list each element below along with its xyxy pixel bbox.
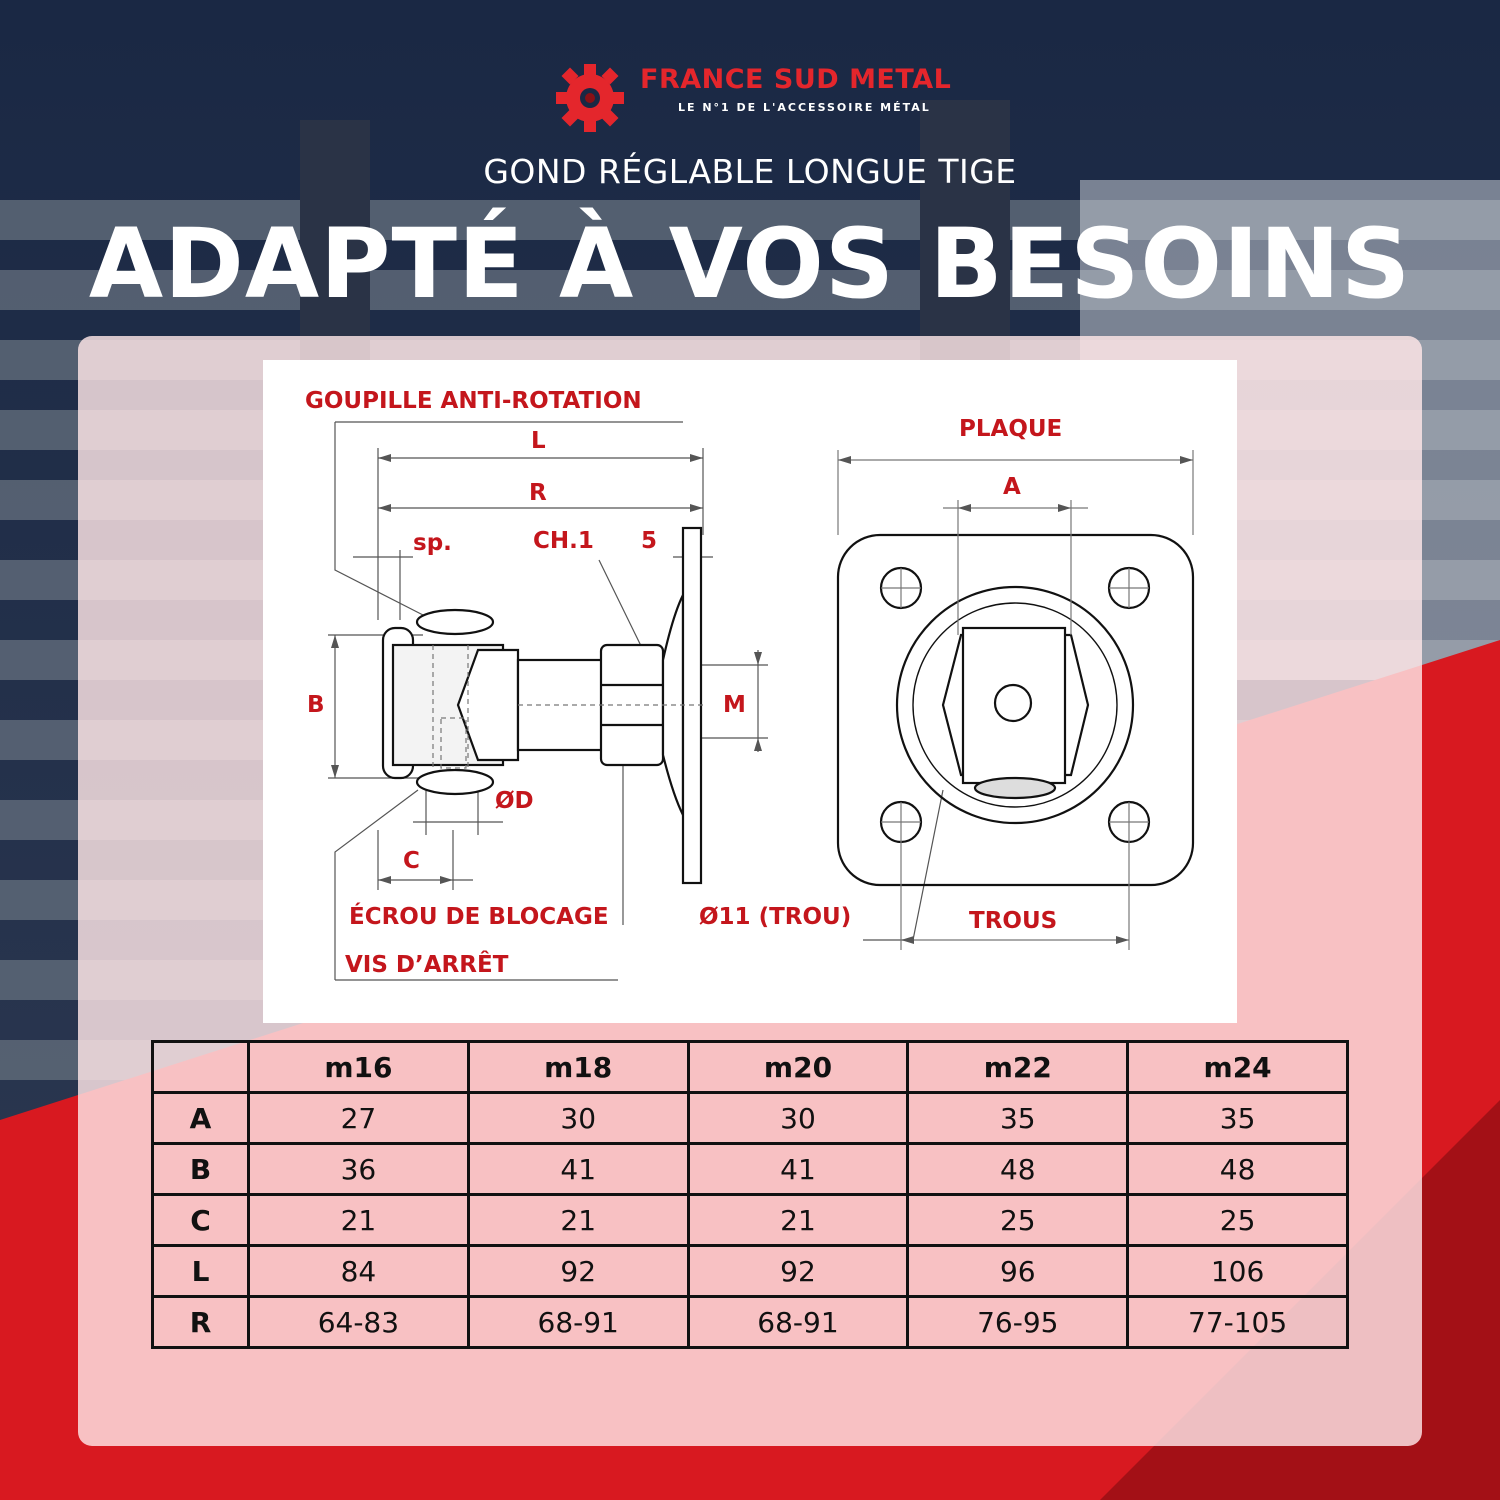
table-cell: 48: [908, 1144, 1128, 1195]
label-goupille: GOUPILLE ANTI-ROTATION: [305, 388, 642, 414]
row-header: L: [153, 1246, 249, 1297]
column-header: m18: [468, 1042, 688, 1093]
dimensions-table: [151, 1040, 1349, 1349]
table-cell: 96: [908, 1246, 1128, 1297]
row-header: R: [153, 1297, 249, 1348]
column-header: m20: [688, 1042, 908, 1093]
table-cell: 77-105: [1128, 1297, 1348, 1348]
table-cell: 64-83: [249, 1297, 469, 1348]
table-cell: 35: [1128, 1093, 1348, 1144]
table-cell: 25: [1128, 1195, 1348, 1246]
table-cell: 76-95: [908, 1297, 1128, 1348]
table-cell: 48: [1128, 1144, 1348, 1195]
label-ch1: CH.1: [533, 528, 594, 554]
label-D: ØD: [495, 788, 534, 814]
table-header-row: [153, 1042, 1348, 1093]
table-cell: 30: [688, 1093, 908, 1144]
table-cell: 27: [249, 1093, 469, 1144]
table-row: [153, 1195, 1348, 1246]
row-header: A: [153, 1093, 249, 1144]
table-cell: 68-91: [688, 1297, 908, 1348]
table-cell: 30: [468, 1093, 688, 1144]
table-cell: 21: [688, 1195, 908, 1246]
table-corner: [153, 1042, 249, 1093]
column-header: m16: [249, 1042, 469, 1093]
row-header: C: [153, 1195, 249, 1246]
brand-logo: [552, 58, 952, 138]
row-header: B: [153, 1144, 249, 1195]
label-A: A: [1003, 474, 1021, 500]
table-cell: 35: [908, 1093, 1128, 1144]
table-cell: 92: [468, 1246, 688, 1297]
brand-tagline: LE N°1 DE L'ACCESSOIRE MÉTAL: [678, 101, 931, 114]
label-trous: TROUS: [969, 908, 1058, 934]
column-header: m22: [908, 1042, 1128, 1093]
table-row: [153, 1093, 1348, 1144]
technical-diagram: [263, 360, 1237, 1023]
label-B: B: [307, 692, 325, 718]
table-cell: 21: [249, 1195, 469, 1246]
table-row: [153, 1246, 1348, 1297]
brand-name: FRANCE SUD METAL: [640, 64, 952, 95]
table-cell: 84: [249, 1246, 469, 1297]
label-plaque: PLAQUE: [959, 416, 1063, 442]
label-trou: Ø11 (TROU): [699, 904, 852, 930]
label-five: 5: [641, 528, 658, 554]
column-header: m24: [1128, 1042, 1348, 1093]
table-cell: 106: [1128, 1246, 1348, 1297]
table-cell: 21: [468, 1195, 688, 1246]
label-sp: sp.: [413, 530, 452, 556]
table-cell: 36: [249, 1144, 469, 1195]
table-cell: 68-91: [468, 1297, 688, 1348]
table-row: [153, 1144, 1348, 1195]
table-cell: 92: [688, 1246, 908, 1297]
gear-icon: [552, 58, 632, 138]
label-M: M: [723, 692, 746, 718]
label-R: R: [529, 480, 547, 506]
label-C: C: [403, 848, 420, 874]
table-cell: 41: [688, 1144, 908, 1195]
page-title: ADAPTÉ À VOS BESOINS: [88, 208, 1412, 320]
product-subtitle: GOND RÉGLABLE LONGUE TIGE: [483, 152, 1017, 191]
label-L: L: [531, 428, 546, 454]
label-vis: VIS D’ARRÊT: [345, 952, 509, 978]
label-ecrou: ÉCROU DE BLOCAGE: [349, 904, 609, 930]
table-row: [153, 1297, 1348, 1348]
table-cell: 41: [468, 1144, 688, 1195]
table-cell: 25: [908, 1195, 1128, 1246]
